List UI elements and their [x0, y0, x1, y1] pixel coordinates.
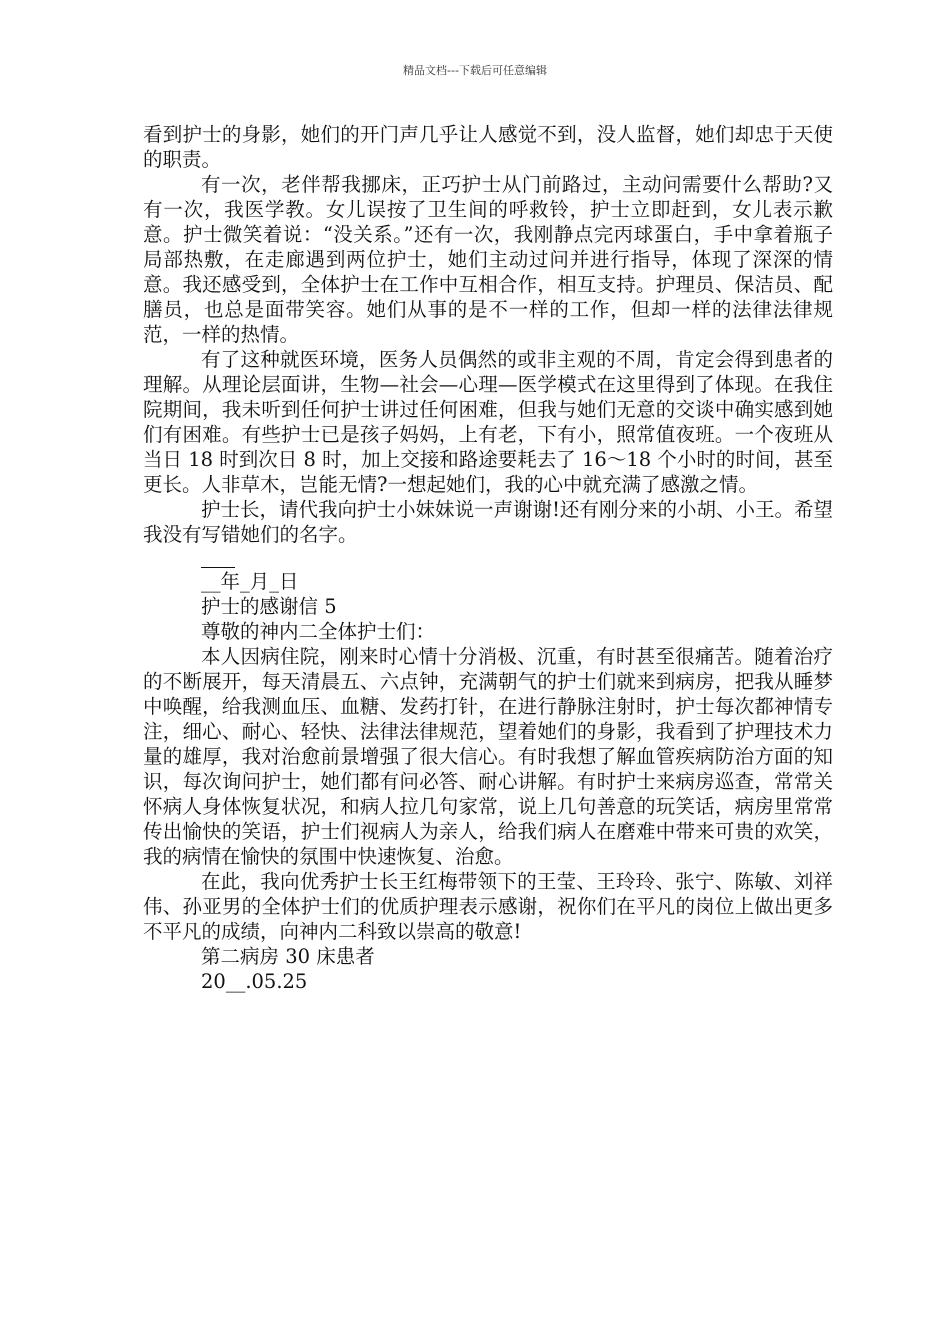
paragraph-help-episodes: 有一次，老伴帮我挪床，正巧护士从门前路过，主动问需要什么帮助?又有一次，我医学教。女儿误按了卫生间的呼救铃，护士立即赶到，女儿表示歉意。护士微笑着说：“没关系。”还有一次，我刚静点完丙球蛋白，手中拿着瓶子局部热敷，在走廊遇到两位护士，她们主动过问并进行指导，体现了深深的情意。我还感受到，全体护士在工作中互相合作，相互支持。护理员、保洁员、配膳员，也总是面带笑容。她们从事的是不一样的工作，但却一样的法律法律规范，一样的热情。 — [143, 173, 833, 346]
signer: 第二病房 30 床患者 — [201, 945, 375, 968]
document-body — [143, 122, 833, 994]
letter-date: 20__.05.25 — [201, 970, 308, 993]
page-header: 精品文档---下载后可任意编辑 — [403, 64, 547, 77]
paragraph-hospital-stay: 本人因病住院，刚来时心情十分消极、沉重，有时甚至很痛苦。随着治疗的不断展开，每天清晨五、六点钟，充满朝气的护士们就来到病房，把我从睡梦中唤醒，给我测血压、血糖、发药打针，在进行静脉注射时，护士每次都神情专注，细心、耐心、轻快、法律法律规范，望着她们的身影，我看到了护理技术力量的雄厚，我对治愈前景增强了很大信心。有时我想了解血管疾病防治方面的知识，每次询问护士，她们都有问必答、耐心讲解。有时护士来病房巡查，常常关怀病人身体恢复状况，和病人拉几句家常，说上几句善意的玩笑话，病房里常常传出愉快的笑语，护士们视病人为亲人，给我们病人在磨难中带来可贵的欢笑，我的病情在愉快的氛围中快速恢复、治愈。 — [143, 645, 833, 868]
signature-date: __年_月_日 — [201, 570, 299, 593]
paragraph-continuation: 看到护士的身影，她们的开门声几乎让人感觉不到，没人监督，她们却忠于天使的职责。 — [143, 123, 833, 171]
paragraph-thanks-head-nurse: 护士长，请代我向护士小妹妹说一声谢谢!还有刚分来的小胡、小王。希望我没有写错她们的名字。 — [143, 498, 833, 546]
paragraph-understanding: 有了这种就医环境，医务人员偶然的或非主观的不周，肯定会得到患者的理解。从理论层面讲，生物—社会—心理—医学模式在这里得到了体现。在我住院期间，我未听到任何护士讲过任何困难，但我与她们无意的交谈中确实感到她们有困难。有些护士已是孩子妈妈，上有老，下有小，照常值夜班。一个夜班从当日 18 时到次日 8 时，加上交接和路途要耗去了 16～18 个小时的时间，甚至更长。人非草木，岂能无情?一想起她们，我的心中就充满了感激之情。 — [143, 348, 833, 496]
letter-title: 护士的感谢信 5 — [201, 595, 337, 618]
salutation: 尊敬的神内二全体护士们： — [201, 620, 436, 643]
paragraph-gratitude: 在此，我向优秀护士长王红梅带领下的王莹、王玲玲、张宁、陈敏、刘祥伟、孙亚男的全体护士们的优质护理表示感谢，祝你们在平凡的岗位上做出更多不平凡的成绩，向神内二科致以崇高的敬意! — [143, 870, 833, 943]
signature-blank-line — [143, 547, 833, 569]
